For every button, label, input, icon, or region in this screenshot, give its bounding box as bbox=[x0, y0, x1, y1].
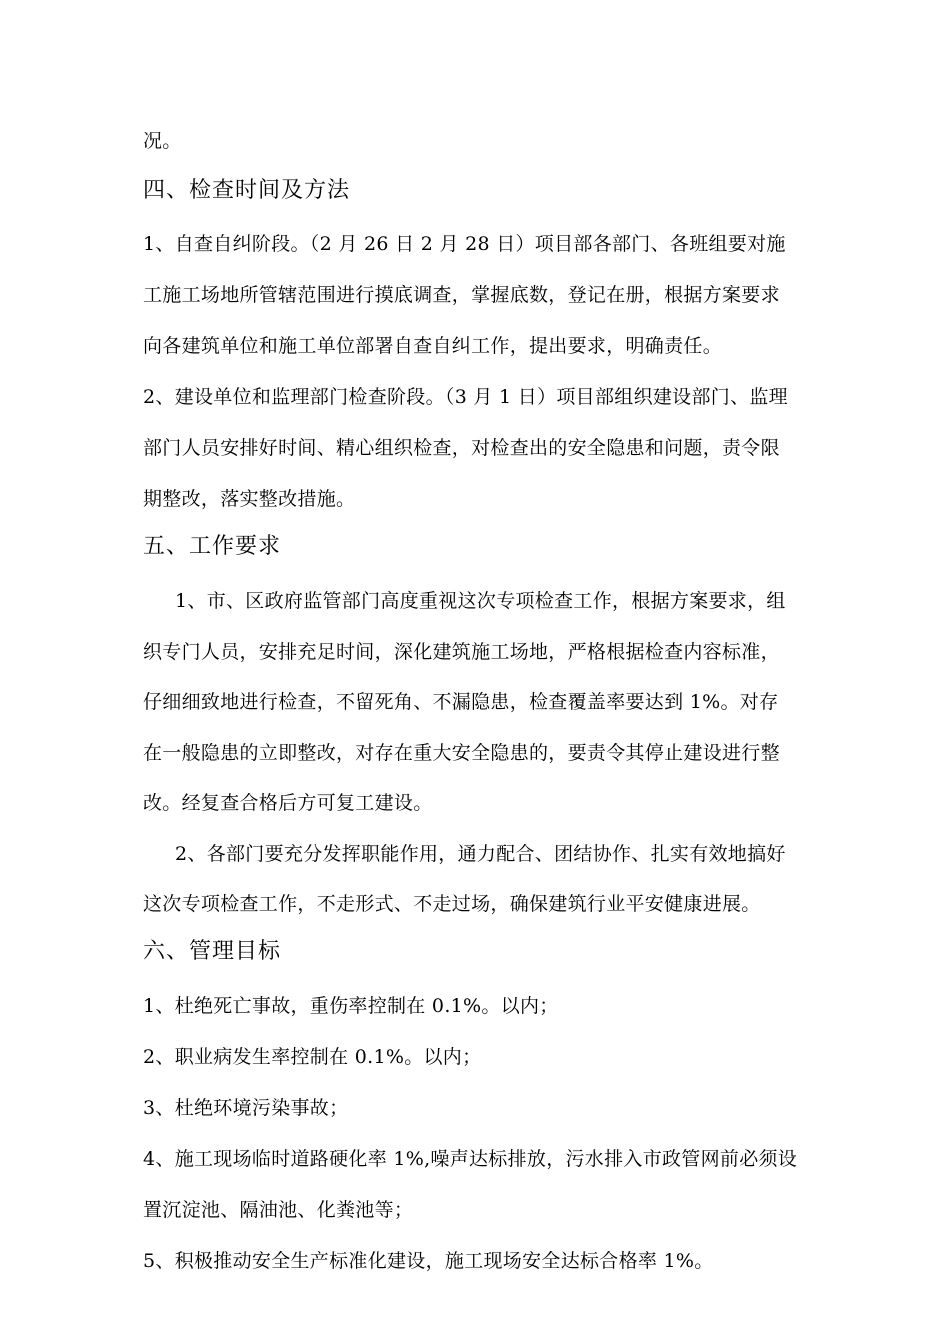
text-line: 改。经复查合格后方可复工建设。 bbox=[143, 792, 433, 814]
text-line: 置沉淀池、隔油池、化粪池等； bbox=[143, 1199, 414, 1221]
text-line: 期整改，落实整改措施。 bbox=[143, 488, 356, 510]
section-heading-6: 六、管理目标 bbox=[143, 939, 282, 964]
text-line: 仔细细致地进行检查，不留死角、不漏隐患，检查覆盖率要达到 1%。对存 bbox=[143, 691, 779, 713]
text-line: 在一般隐患的立即整改，对存在重大安全隐患的，要责令其停止建设进行整 bbox=[143, 742, 780, 764]
text-line: 5、积极推动安全生产标准化建设，施工现场安全达标合格率 1%。 bbox=[143, 1250, 714, 1272]
text-line: 1、杜绝死亡事故，重伤率控制在 0.1%。以内； bbox=[143, 995, 559, 1017]
text-line: 1、自查自纠阶段。（2 月 26 日 2 月 28 日）项目部各部门、各班组要对施 bbox=[143, 233, 786, 255]
text-line: 织专门人员，安排充足时间，深化建筑施工场地，严格根据检查内容标准， bbox=[143, 641, 780, 663]
section-heading-4: 四、检查时间及方法 bbox=[143, 178, 351, 203]
text-line: 部门人员安排好时间、精心组织检查，对检查出的安全隐患和问题，责令限 bbox=[143, 437, 780, 459]
section-heading-5: 五、工作要求 bbox=[143, 534, 282, 559]
text-line: 1、市、区政府监管部门高度重视这次专项检查工作，根据方案要求，组 bbox=[175, 590, 786, 612]
text-line: 2、职业病发生率控制在 0.1%。以内； bbox=[143, 1046, 482, 1068]
text-line: 况。 bbox=[143, 130, 182, 152]
text-line: 这次专项检查工作，不走形式、不走过场，确保建筑行业平安健康进展。 bbox=[143, 893, 761, 915]
text-line: 向各建筑单位和施工单位部署自查自纠工作，提出要求，明确责任。 bbox=[143, 335, 723, 357]
text-line: 4、施工现场临时道路硬化率 1%,噪声达标排放，污水排入市政管网前必须设 bbox=[143, 1148, 798, 1170]
text-line: 2、建设单位和监理部门检查阶段。（3 月 1 日）项目部组织建设部门、监理 bbox=[143, 386, 788, 408]
text-line: 工施工场地所管辖范围进行摸底调查，掌握底数，登记在册，根据方案要求 bbox=[143, 284, 780, 306]
text-line: 3、杜绝环境污染事故； bbox=[143, 1097, 349, 1119]
text-line: 2、各部门要充分发挥职能作用，通力配合、团结协作、扎实有效地搞好 bbox=[175, 843, 786, 865]
